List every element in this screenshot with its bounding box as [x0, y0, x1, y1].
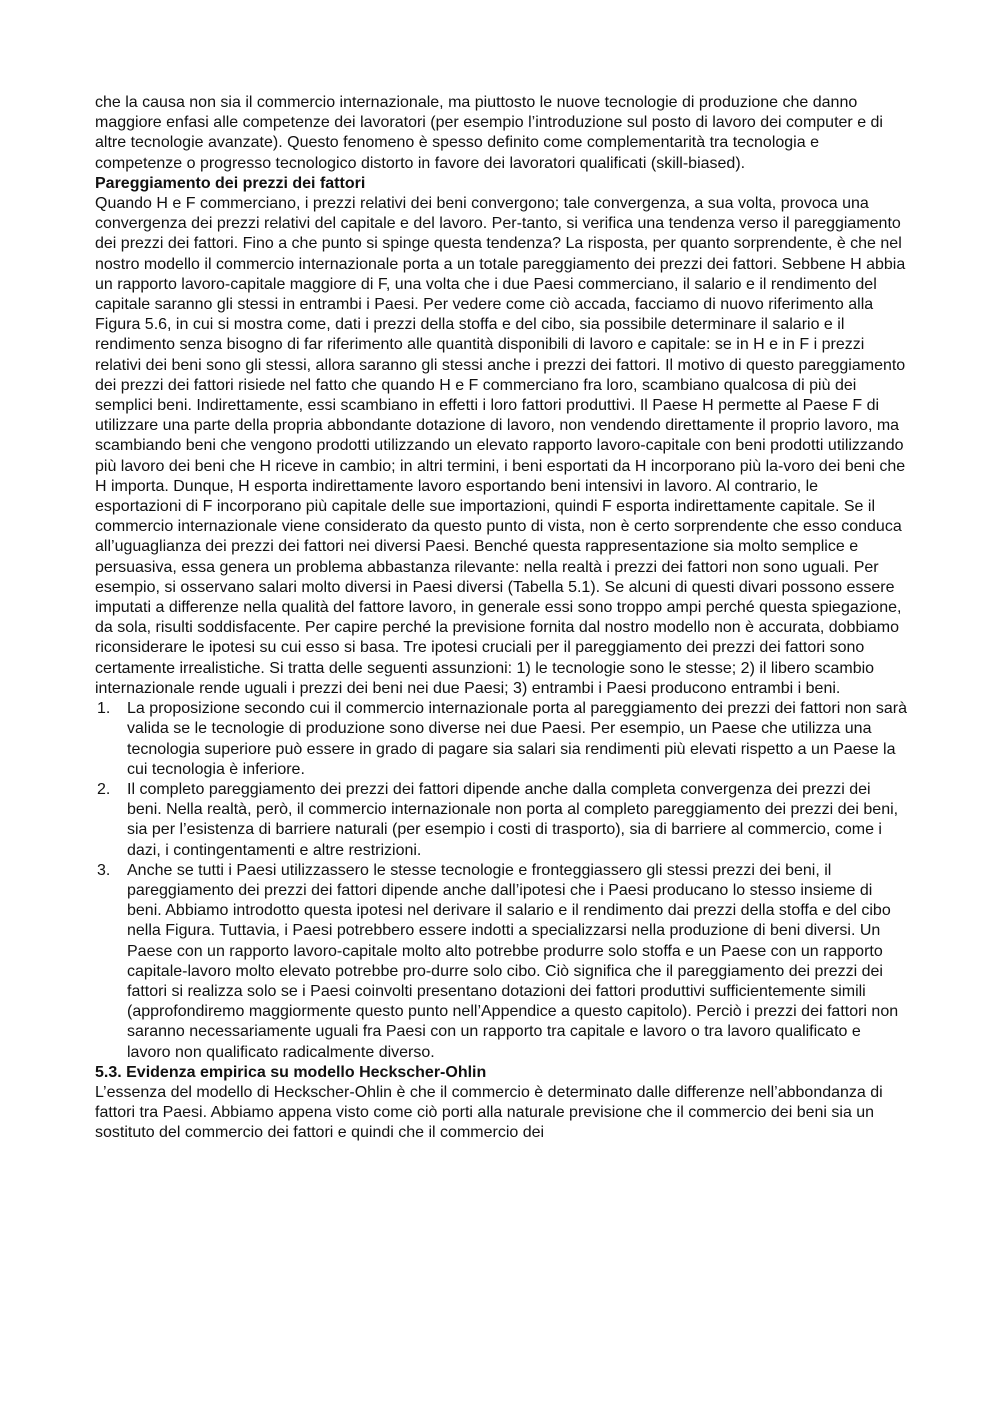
section-heading-empirical-evidence: 5.3. Evidenza empirica su modello Heckscher-Ohlin	[95, 1063, 487, 1081]
numbered-list	[95, 699, 907, 1063]
list-item-text: Anche se tutti i Paesi utilizzassero le stesse tecnologie e fronteggiassero gli stessi prezzi dei beni, il pareggiamento dei prezzi dei fattori dipende anche dall’ipotesi che i Paesi producano lo stesso insieme di beni. Abbiamo introdotto questa ipotesi nel derivare il salario e il rendimento dai prezzi della stoffa e del cibo nella Figura. Tuttavia, i Paesi potrebbero essere indotti a specializzarsi nella produzione di beni diversi. Un Paese con un rapporto lavoro-capitale molto alto potrebbe produrre solo stoffa e un Paese con un rapporto capitale-lavoro molto elevato potrebbe pro-durre solo cibo. Ciò significa che il pareggiamento dei prezzi dei fattori si realizza solo se i Paesi coinvolti presentano dotazioni dei fattori produttivi sufficientemente simili (approfondiremo maggiormente questo punto nell’Appendice a questo capitolo). Perciò i prezzi dei fattori non saranno necessariamente uguali fra Paesi con un rapporto tra capitale e lavoro o tra lavoro qualificato e lavoro non qualificato radicalmente diverso.	[127, 861, 899, 1061]
list-item-number: 3.	[97, 861, 111, 879]
list-item-text: La proposizione secondo cui il commercio internazionale porta al pareggiamento dei prezzi dei fattori non sarà valida se le tecnologie di produzione sono diverse nei due Paesi. Per esempio, un Paese che utilizza una tecnologia superiore può essere in grado di pagare sia salari sia rendimenti più elevati rispetto a un Paese la cui tecnologia è inferiore.	[127, 700, 907, 778]
factor-price-paragraph: Quando H e F commerciano, i prezzi relativi dei beni convergono; tale convergenza, a sua volta, provoca una convergenza dei prezzi relativi del capitale e del lavoro. Per-tanto, si verifica una tendenza verso il pareggiamento dei prezzi dei fattori. Fino a che punto si spinge questa tendenza? La risposta, per quanto sorprendente, è che nel nostro modello il commercio internazionale porta a un totale pareggiamento dei prezzi dei fattori. Sebbene H abbia un rapporto lavoro-capitale maggiore di F, una volta che i due Paesi commerciano, il salario e il rendimento del capitale saranno gli stessi in entrambi i Paesi. Per vedere come ciò accada, facciamo di nuovo riferimento alla Figura 5.6, in cui si mostra come, dati i prezzi della stoffa e del cibo, sia possibile determinare il salario e il rendimento senza bisogno di far riferimento alle quantità disponibili di lavoro e capitale: se in H e in F i prezzi relativi dei beni sono gli stessi, allora saranno gli stessi anche i prezzi dei fattori. Il motivo di questo pareggiamento dei prezzi dei fattori risiede nel fatto che quando H e F commerciano fra loro, scambiano qualcosa di più dei semplici beni. Indirettamente, essi scambiano in effetti i loro fattori produttivi. Il Paese H permette al Paese F di utilizzare una parte della propria abbondante dotazione di lavoro, non vendendo direttamente il proprio lavoro, ma scambiando beni che vengono prodotti utilizzando un elevato rapporto lavoro-capitale con beni prodotti utilizzando più lavoro dei beni che H riceve in cambio; in altri termini, i beni esportati da H incorporano più la-voro dei beni che H importa. Dunque, H esporta indirettamente lavoro esportando beni intensivi in lavoro. Al contrario, le esportazioni di F incorporano più capitale delle sue importazioni, quindi F esporta indirettamente capitale. Se il commercio internazionale viene considerato da questo punto di vista, non è certo sorprendente che esso conduca all’uguaglianza dei prezzi dei fattori nei diversi Paesi. Benché questa rappresentazione sia molto semplice e persuasiva, essa genera un problema abbastanza rilevante: nella realtà i prezzi dei fattori non sono uguali. Per esempio, si osservano salari molto diversi in Paesi diversi (Tabella 5.1). Se alcuni di questi divari possono essere imputati a differenze nella qualità del fattore lavoro, in generale essi sono troppo ampi perché questa spiegazione, da sola, risulti soddisfacente. Per capire perché la previsione fornita dal nostro modello non è accurata, dobbiamo riconsiderare le ipotesi su cui esso si basa. Tre ipotesi cruciali per il pareggiamento dei prezzi dei fattori sono certamente irrealistiche. Si tratta delle seguenti assunzioni: 1) le tecnologie sono le stesse; 2) il libero scambio internazionale rende uguali i prezzi dei beni nei due Paesi; 3) entrambi i Paesi producono entrambi i beni.	[95, 195, 906, 697]
list-item-number: 2.	[97, 780, 111, 798]
list-item-text: Il completo pareggiamento dei prezzi dei fattori dipende anche dalla completa convergenza dei prezzi dei beni. Nella realtà, però, il commercio internazionale non porta al completo pareggiamento dei prezzi dei beni, sia per l’esistenza di barriere naturali (per esempio i costi di trasporto), sia di barriere al commercio, come i dazi, i contingentamenti e altre restrizioni.	[127, 780, 899, 859]
list-item-number: 1.	[97, 700, 111, 718]
list-item	[95, 861, 907, 1063]
section-heading-factor-price-equalization: Pareggiamento dei prezzi dei fattori	[95, 174, 366, 192]
document-page	[95, 93, 907, 1144]
intro-paragraph: che la causa non sia il commercio internazionale, ma piuttosto le nuove tecnologie di produzione che danno maggiore enfasi alle competenze dei lavoratori (per esempio l’introduzione sul posto di lavoro dei computer e di altre tecnologie avanzate). Questo fenomeno è spesso definito come complementarità tra tecnologia e competenze o progresso tecnologico distorto in favore dei lavoratori qualificati (skill-biased).	[95, 94, 883, 172]
list-item	[95, 780, 907, 861]
list-item	[95, 699, 907, 780]
empirical-paragraph: L’essenza del modello di Heckscher-Ohlin è che il commercio è determinato dalle differenze nell’abbondanza di fattori tra Paesi. Abbiamo appena visto come ciò porti alla naturale previsione che il commercio dei beni sia un sostituto del commercio dei fattori e quindi che il commercio dei	[95, 1083, 883, 1142]
